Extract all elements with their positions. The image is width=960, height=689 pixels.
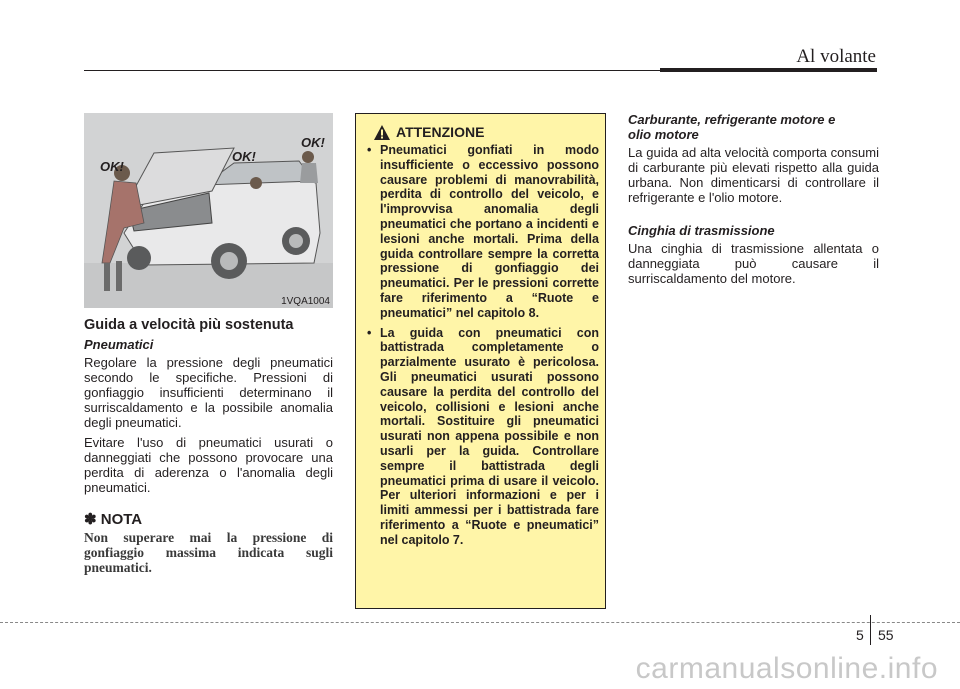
footer-dashed-rule: [0, 622, 960, 623]
warning-triangle-icon: [374, 125, 390, 140]
note-title: ✽ NOTA: [84, 511, 143, 528]
paragraph: Evitare l'uso di pneumatici usurati o danneggiati che possono provocare una perdita di aderenza o l'anomalia degli pneumatici.: [84, 435, 333, 495]
paragraph: La guida ad alta velocità comporta consumi di carburante più elevati rispetto alla guida urbana. Non dimenticarsi di controllare il refrigerante e l'olio motore.: [628, 145, 879, 205]
figure-code: 1VQA1004: [281, 296, 330, 307]
ok-label-left: OK!: [100, 159, 124, 174]
subsection-title: Cinghia di trasmissione: [628, 223, 775, 238]
right-column: [628, 112, 879, 291]
warning-item: • Pneumatici gonfiati in modo insufficiente o eccessivo possono causare problemi di manovrabilità, perdita di controllo del veicolo, e l'improvvisa anomalia degli pneumatici che portano a incidenti e lesioni anche mortali. Prima della guida controllare sempre la corretta pressione di gonfiaggio dei pneumatici. Per le pressioni corrette fare riferimento a “Ruote e pneumatici” nel capitolo 8.: [367, 143, 599, 320]
warning-box: [355, 113, 606, 609]
subsection-title: Pneumatici: [84, 337, 154, 352]
ok-label-right: OK!: [301, 135, 325, 150]
warning-title: ATTENZIONE: [396, 124, 485, 140]
car-illustration-svg: [84, 113, 333, 308]
header-bar: [660, 68, 877, 72]
page-header-title: Al volante: [796, 46, 876, 67]
chapter-number: 5: [856, 627, 864, 643]
warning-item: • La guida con pneumatici con battistrada completamente o parzialmente usurato è pericolosa. Gli pneumatici usurati possono causare la perdita del controllo del veicolo, collisioni e lesioni anche mortali. Sostituire gli pneumatici usurati non appena possibile e non usarli per la guida. Controllare sempre il battistrada degli pneumatici prima di usare il veicolo. Per ulteriori informazioni e per i limiti ammessi per i battistrada fare riferimento a “Ruote e pneumatici” nel capitolo 7.: [367, 325, 599, 547]
car-inspection-illustration: [84, 113, 333, 308]
page-number: 55: [878, 627, 894, 643]
note-body: Non superare mai la pressione di gonfiaggio massima indicata sugli pneumatici.: [84, 530, 333, 575]
warning-header: [374, 124, 599, 140]
paragraph: Regolare la pressione degli pneumatici secondo le specifiche. Pressioni di gonfiaggio insufficienti determinano il surriscaldamento e la possibile anomalia degli pneumatici.: [84, 355, 333, 430]
section-title: Guida a velocità più sostenuta: [84, 317, 294, 333]
watermark: carmanualsonline.info: [635, 652, 938, 685]
left-column: [84, 318, 333, 575]
ok-label-middle: OK!: [232, 149, 256, 164]
paragraph: Una cinghia di trasmissione allentata o danneggiata può causare il surriscaldamento del motore.: [628, 241, 879, 286]
subsection-title: Carburante, refrigerante motore e olio motore: [628, 112, 836, 142]
warning-list: [367, 143, 599, 548]
header-rule: [84, 70, 660, 71]
page-number-separator: [870, 615, 871, 645]
